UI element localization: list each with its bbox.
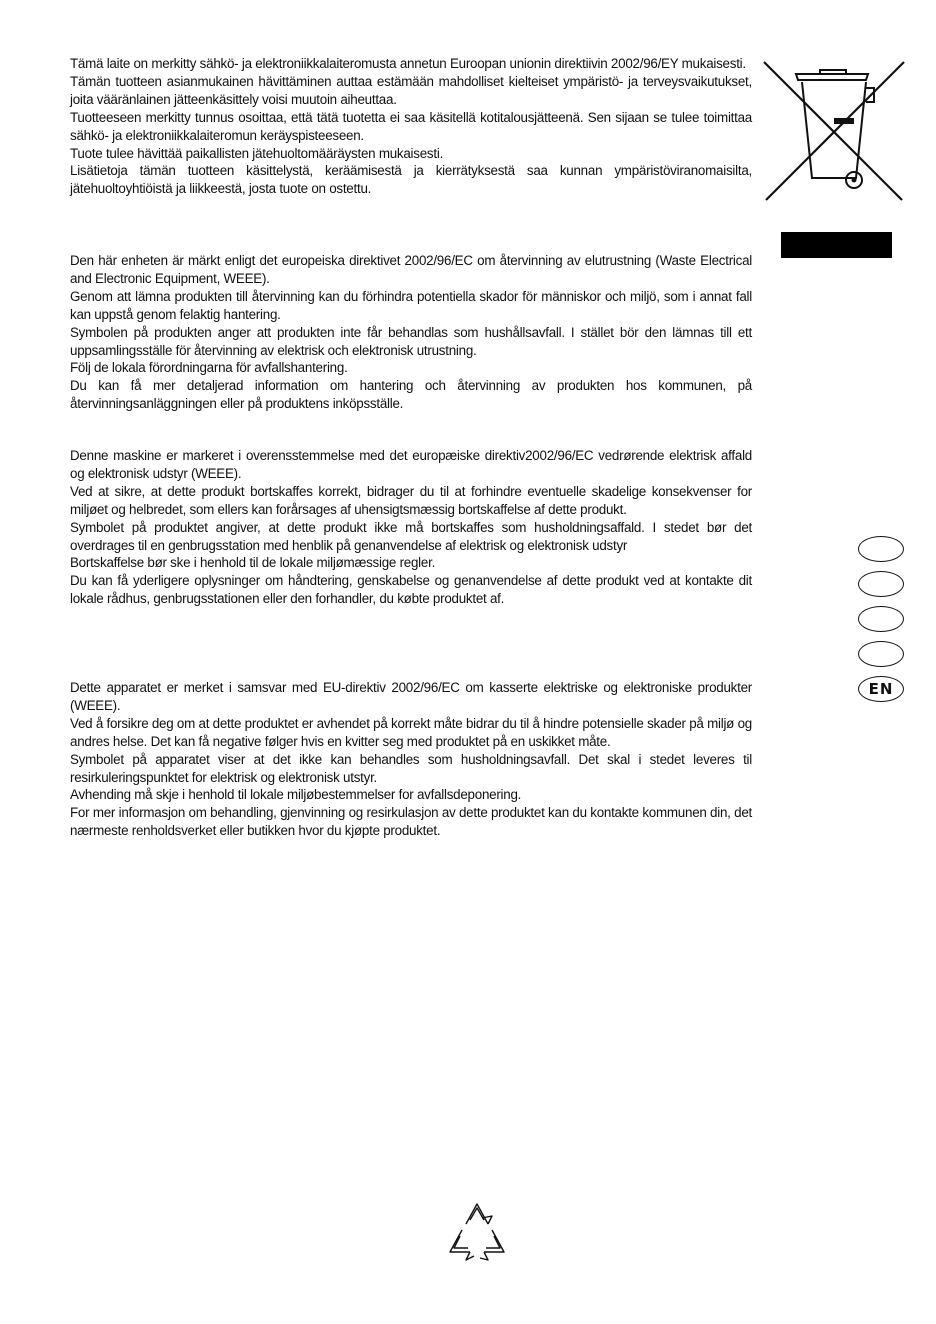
recycle-icon [436,1196,518,1266]
language-badge-en: EN [858,676,904,702]
paragraph: Du kan få mer detaljerad information om hantering och återvinning av produkten hos kommunen, på återvinningsanläggningen eller på produktens inköpsställe. [70,378,752,412]
paragraph: Symbolet på apparatet viser at det ikke kan behandles som husholdningsavfall. Det skal i stedet leveres til resirkuleringspunktet for elektrisk og elektronisk utstyr. [70,751,752,785]
crossed-out-wheelie-bin-icon [762,58,906,206]
paragraph: Avhending må skje i henhold til lokale miljøbestemmelser for avfallsdeponering. [70,787,522,803]
paragraph: Du kan få yderligere oplysninger om håndtering, genskabelse og genanvendelse af dette produkt ved at kontakte dit lokale rådhus, genbrugsstationen eller den forhandler, du købte produktet af. [70,573,752,607]
paragraph: Denne maskine er markeret i overensstemmelse med det europæiske direktiv2002/96/EC vedrørende elektrisk affald og elektronisk udstyr (WEEE). [70,448,752,481]
section-norwegian [70,679,752,840]
paragraph: Den här enheten är märkt enligt det europeiska direktivet 2002/96/EC om återvinning av elutrustning (Waste Electrical and Electronic Equipment, WEEE). [70,253,752,286]
paragraph: Ved å forsikre deg om at dette produktet er avhendet på korrekt måte bidrar du til å hindre potensielle skader på miljø og andres helse. Det kan få negative følger hvis en kvitter seg med produktet på en uskikket måte. [70,715,752,749]
language-badge [858,571,904,597]
paragraph: Dette apparatet er merket i samsvar med EU-direktiv 2002/96/EC om kasserte elektriske og elektroniske produkter (WEEE). [70,680,752,713]
paragraph: Genom att lämna produkten till återvinning kan du förhindra potentiella skador för människor och miljö, som i annat fall kan uppstå genom felaktig hantering. [70,288,752,322]
language-badge [858,606,904,632]
paragraph: Bortskaffelse bør ske i henhold til de lokale miljømæssige regler. [70,555,436,571]
section-finnish [70,55,752,198]
paragraph: Ved at sikre, at dette produkt bortskaffes korrekt, bidrager du til at forhindre eventuelle skadelige konsekvenser for miljøet og helbredet, som ellers kan forårsages af uhensigtsmæssig bortskaffelse af dette produkt. [70,483,752,517]
paragraph: For mer informasjon om behandling, gjenvinning og resirkulasjon av dette produktet kan du kontakte kommunen din, det nærmeste renholdsverket eller butikken hvor du kjøpte produktet. [70,805,752,839]
paragraph: Symbolet på produktet angiver, at dette produkt ikke må bortskaffes som husholdningsaffald. I stedet bør det overdrages til en genbrugsstation med henblik på genanvendelse af elektrisk og elektronisk udstyr [70,519,752,553]
paragraph: Symbolen på produkten anger att produkten inte får behandlas som hushållsavfall. I stället bör den lämnas till ett uppsamlingsställe för återvinning av elektrisk och elektronisk utrustning. [70,324,752,358]
language-badges [858,536,908,711]
section-danish [70,447,752,608]
paragraph: Tämä laite on merkitty sähkö- ja elektroniikkalaiteromusta annetun Euroopan unionin direktiivin 2002/96/EY mukaisesti. [70,56,746,71]
paragraph: Följ de lokala förordningarna för avfallshantering. [70,360,348,376]
language-badge [858,641,904,667]
paragraph: Tuotteeseen merkitty tunnus osoittaa, että tätä tuotetta ei saa käsitellä kotitalousjätteenä. Sen sijaan se tulee toimittaa sähkö- ja elektroniikkalaiteromun keräyspisteeseen. [70,109,752,143]
paragraph: Tuote tulee hävittää paikallisten jätehuoltomääräysten mukaisesti. [70,145,444,161]
black-bar [781,232,892,258]
language-badge [858,536,904,562]
section-swedish [70,252,752,413]
paragraph: Tämän tuotteen asianmukainen hävittäminen auttaa estämään mahdolliset kielteiset ympäristö- ja terveysvaikutukset, joita vääränlainen jätteenkäsittely voisi muutoin aiheuttaa. [70,73,752,107]
paragraph: Lisätietoja tämän tuotteen käsittelystä, keräämisestä ja kierrätyksestä saa kunnan ympäristöviranomaisilta, jätehuoltoyhtiöistä ja liikkeestä, josta tuote on ostettu. [70,163,752,197]
